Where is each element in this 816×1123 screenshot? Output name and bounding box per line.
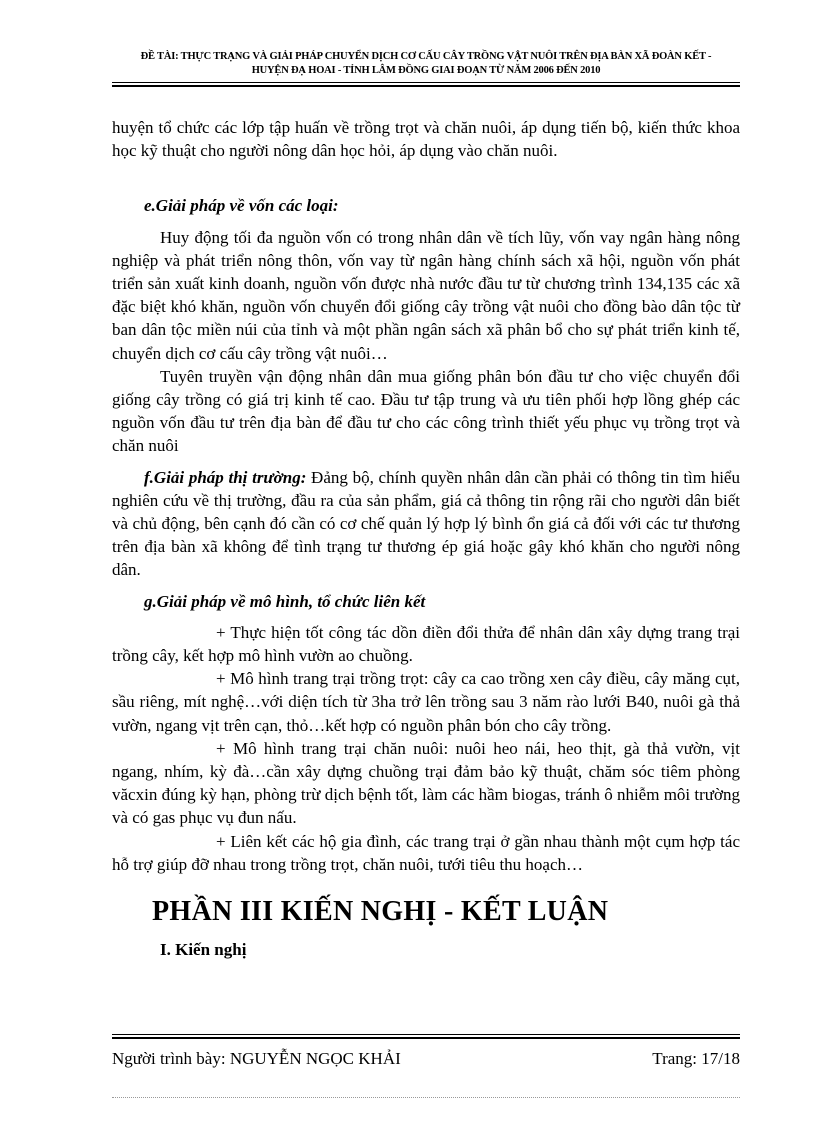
bottom-dotted-line <box>112 1097 740 1098</box>
section-g-item: + Mô hình trang trại trồng trọt: cây ca cao trồng xen cây điều, cây măng cụt, sầu riêng, mít nghệ…với diện tích từ 3ha trở lên trồng sau 3 năm rào lưới B40, nuôi gà thả vườn, ngang vịt trên cạn, thỏ…kết hợp có nguồn phân bón cho cây trồng. <box>112 669 740 735</box>
footer-divider-thick <box>112 1037 740 1039</box>
header-divider-thick <box>112 85 740 87</box>
section-f-heading: f.Giải pháp thị trường: <box>144 467 307 487</box>
section-f-text: Đảng bộ, chính quyền nhân dân cần phải có thông tin tìm hiểu nghiên cứu về thị trường, đầu ra của sản phẩm, giá cả thông tin rộng rãi cho người dân biết và chủ động, bên cạnh đó cần có cơ chế quản lý hợp lý bình ổn giá cả đối với các tư thương trên địa bàn xã không để tình trạng tư thương ép giá hoặc gây khó khăn cho người nông dân. <box>112 467 740 580</box>
section-g-item: + Thực hiện tốt công tác dồn điền đổi thửa để nhân dân xây dựng trang trại trồng cây, kết hợp mô hình vườn ao chuồng. <box>112 622 740 666</box>
header-title-line-1: ĐỀ TÀI: THỰC TRẠNG VÀ GIẢI PHÁP CHUYỂN DỊCH CƠ CẤU CÂY TRỒNG VẬT NUÔI TRÊN ĐỊA BÀN XÃ ĐOÀN KẾT - <box>140 51 712 62</box>
section-e-paragraph-1: Huy động tối đa nguồn vốn có trong nhân dân về tích lũy, vốn vay ngân hàng nông nghiệp và phát triển nông thôn, vốn vay từ ngân hàng chính sách xã hội, nguồn vốn phát triển sản xuất kinh doanh, nguồn vốn được nhà nước đầu tư từ chương trình 134,135 các xã đặc biệt khó khăn, nguồn vốn chuyển đổi giống cây trồng vật nuôi cho đồng bào dân tộc từ ban dân tộc miền núi của tỉnh và một phần ngân sách xã phân bổ cho sự phát triển kinh tế, chuyển dịch cơ cấu cây trồng vật nuôi… <box>112 227 740 363</box>
section-g-item: + Mô hình trang trại chăn nuôi: nuôi heo nái, heo thịt, gà thả vườn, vịt ngang, nhím, kỳ đà…cần xây dựng chuồng trại đảm bảo kỹ thuật, chăm sóc tiêm phòng văcxin đúng kỳ hạn, phòng trừ dịch bệnh tốt, làm các hầm biogas, tránh ô nhiễm môi trường và có gas phục vụ đun nấu. <box>112 738 740 828</box>
section-g-heading: g.Giải pháp về mô hình, tổ chức liên kết <box>144 591 426 611</box>
section-e-paragraph-2: Tuyên truyền vận động nhân dân mua giống phân bón đầu tư cho việc chuyển đổi giống cây trồng có giá trị kinh tế cao. Đầu tư tập trung và ưu tiên phối hợp lồng ghép các nguồn vốn đầu tư trên địa bàn để đầu tư cho các công trình thiết yếu phục vụ trồng trọt và chăn nuôi <box>112 366 740 456</box>
presenter-name: Người trình bày: NGUYỄN NGỌC KHẢI <box>112 1049 401 1068</box>
section-f-paragraph <box>112 466 740 582</box>
intro-paragraph: huyện tổ chức các lớp tập huấn về trồng trọt và chăn nuôi, áp dụng tiến bộ, kiến thức khoa học kỹ thuật cho người nông dân học hỏi, áp dụng vào chăn nuôi. <box>112 118 740 161</box>
sub-title: I. Kiến nghị <box>160 940 247 960</box>
section-e-heading: e.Giải pháp về vốn các loại: <box>144 196 339 216</box>
page-number: Trang: 17/18 <box>652 1049 740 1068</box>
page-content <box>112 116 740 961</box>
section-g-item: + Liên kết các hộ gia đình, các trang trại ở gần nhau thành một cụm hợp tác hỗ trợ giúp đỡ nhau trong trồng trọt, chăn nuôi, tưới tiêu thu hoạch… <box>112 831 740 874</box>
header-divider <box>112 82 740 83</box>
header-title-line-2: HUYỆN ĐẠ HOAI - TỈNH LÂM ĐỒNG GIAI ĐOẠN TỪ NĂM 2006 ĐẾN 2010 <box>251 65 601 76</box>
part-title: PHẦN III KIẾN NGHỊ - KẾT LUẬN <box>152 896 609 928</box>
footer-divider <box>112 1034 740 1035</box>
document-header <box>112 50 740 78</box>
